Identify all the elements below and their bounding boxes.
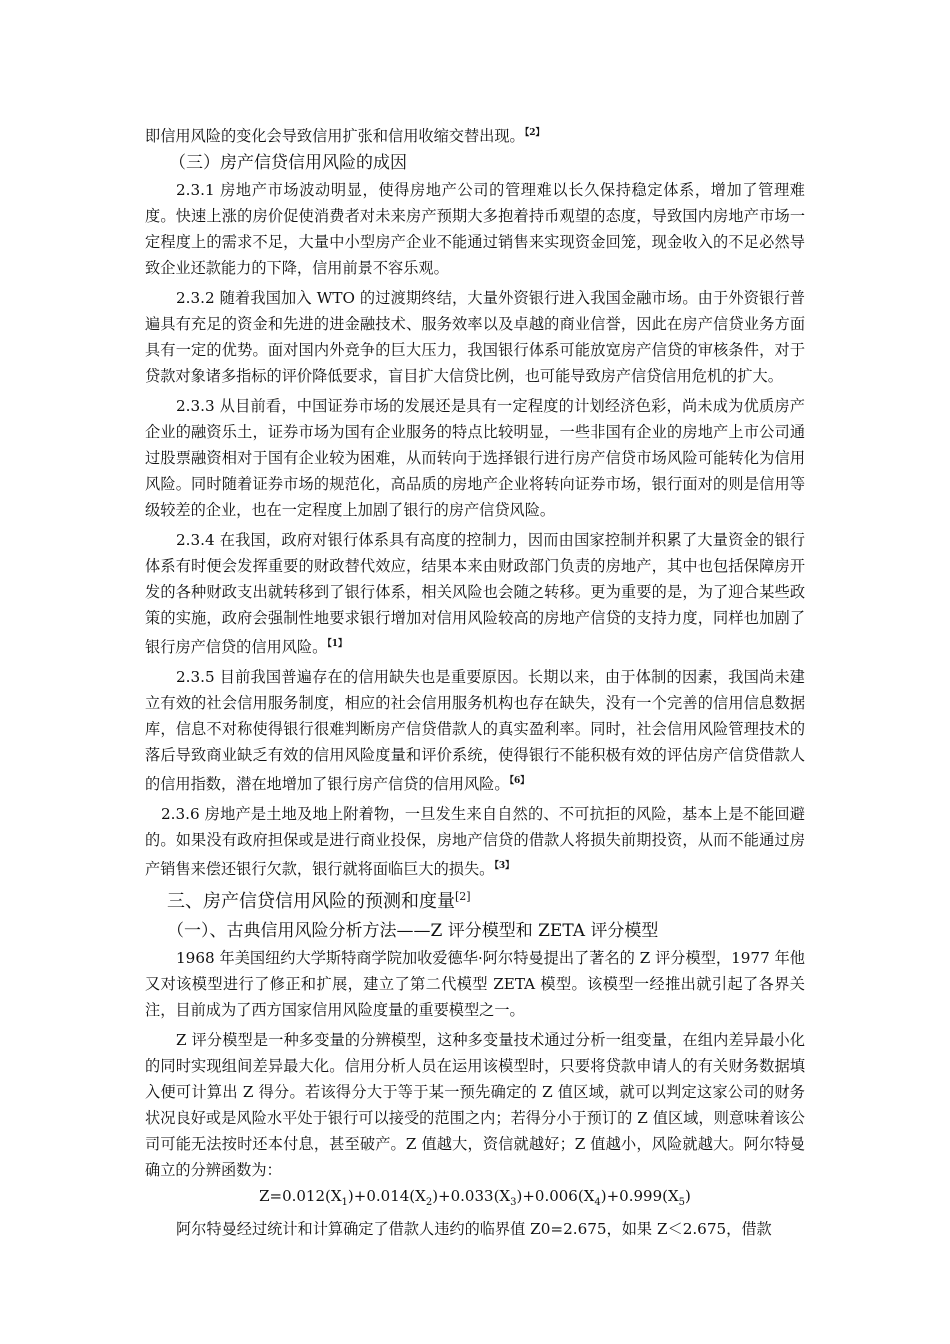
formula-part: )+0.033(X	[432, 1187, 511, 1206]
paragraph-2-3-6	[145, 801, 805, 882]
paragraph-2-3-3: 2.3.3 从目前看，中国证券市场的发展还是具有一定程度的计划经济色彩，尚未成为优质房产企业的融资乐土，证券市场为国有企业服务的特点比较明显，一些非国有企业的房地产上市公司通过股票融资相对于国有企业较为困难，从而转向于选择银行进行房产信贷市场风险可能转化为信用风险。同时随着证券市场的规范化，高品质的房地产企业将转向证券市场，银行面对的则是信用等级较差的企业，也在一定程度上加剧了银行的房产信贷风险。	[145, 397, 805, 520]
citation-ref: 【1】	[327, 639, 348, 650]
document-page	[145, 120, 805, 1242]
formula-part: )+0.006(X	[516, 1187, 595, 1206]
paragraph-text: 2.3.5 目前我国普遍存在的信用缺失也是重要原因。长期以来，由于体制的因素，我国尚未建立有效的社会信用服务制度，相应的社会信用服务机构也存在缺失，没有一个完善的信用信息数据库，信息不对称使得银行很难判断房产信贷借款人的真实盈利率。同时，社会信用风险管理技术的落后导致商业缺乏有效的信用风险度量和评价系统，使得银行不能积极有效的评估房产信贷借款人的信用指数，潜在地增加了银行房产信贷的信用风险。	[145, 668, 805, 794]
paragraph-z-model: Z 评分模型是一种多变量的分辨模型，这种多变量技术通过分析一组变量，在组内差异最小化的同时实现组间差异最大化。信用分析人员在运用该模型时，只要将贷款申请人的有关财务数据填入便可计算出 Z 得分。若该得分大于等于某一预先确定的 Z 值区域，就可以判定这家公司的财务状况良好或是风险水平处于银行可以接受的范围之内；若得分小于预订的 Z 值区域，则意味着该公司可能无法按时还本付息，甚至破产。Z 值越大，资信就越好；Z 值越小，风险就越大。阿尔特曼确立的分辨函数为：	[145, 1031, 805, 1180]
paragraph-2-3-1: 2.3.1 房地产市场波动明显，使得房地产公司的管理难以长久保持稳定体系，增加了管理难度。快速上涨的房价促使消费者对未来房产预期大多抱着持币观望的态度，导致国内房地产市场一定程度上的需求不足，大量中小型房产企业不能通过销售来实现资金回笼，现金收入的不足必然导致企业还款能力的下降，信用前景不容乐观。	[145, 181, 805, 278]
formula-subscript: 4	[594, 1197, 601, 1209]
formula-part: Z=0.012(X	[259, 1187, 342, 1206]
citation-ref: [2]	[455, 890, 471, 904]
paragraph-threshold: 阿尔特曼经过统计和计算确定了借款人违约的临界值 Z0=2.675，如果 Z＜2.675，借款	[176, 1220, 772, 1239]
formula-subscript: 1	[341, 1197, 348, 1209]
section-heading-text: 三、房产信贷信用风险的预测和度量	[167, 891, 455, 913]
formula-subscript: 5	[678, 1197, 686, 1209]
formula-subscript: 2	[425, 1197, 433, 1209]
formula-part: )+0.014(X	[347, 1187, 426, 1206]
citation-ref: 【2】	[524, 128, 545, 138]
paragraph-continuation	[145, 120, 805, 149]
subsection-heading-zmodel: （一）、古典信用风险分析方法——Z 评分模型和 ZETA 评分模型	[167, 921, 659, 942]
paragraph-2-3-2: 2.3.2 随着我国加入 WTO 的过渡期终结，大量外资银行进入我国金融市场。由于外资银行普遍具有充足的资金和先进的进金融技术、服务效率以及卓越的商业信誉，因此在房产信贷业务方面具有一定的优势。面对国内外竞争的巨大压力，我国银行体系可能放宽房产信贷的审核条件，对于贷款对象诸多指标的评价降低要求，盲目扩大信贷比例，也可能导致房产信贷信用危机的扩大。	[145, 289, 805, 386]
citation-ref: 【6】	[509, 776, 530, 787]
formula-part: )	[685, 1187, 691, 1206]
paragraph-1968: 1968 年美国纽约大学斯特商学院加收爱德华·阿尔特曼提出了著名的 Z 评分模型，1977 年他又对该模型进行了修正和扩展，建立了第二代模型 ZETA 模型。该模型一经推出就引起了各界关注，目前成为了西方国家信用风险度量的重要模型之一。	[145, 949, 805, 1020]
z-score-formula	[145, 1183, 805, 1216]
paragraph-2-3-4	[145, 527, 805, 660]
citation-ref: 【3】	[494, 861, 515, 872]
paragraph-text: 2.3.6 房地产是土地及地上附着物，一旦发生来自自然的、不可抗拒的风险，基本上是不能回避的。如果没有政府担保或是进行商业投保，房地产信贷的借款人将损失前期投资，从而不能通过房产销售来偿还银行欠款，银行就将面临巨大的损失。	[145, 805, 805, 879]
paragraph-text: 即信用风险的变化会导致信用扩张和信用收缩交替出现。	[145, 127, 525, 146]
formula-part: )+0.999(X	[600, 1187, 679, 1206]
formula-subscript: 3	[510, 1197, 517, 1209]
section-heading-3	[167, 882, 805, 917]
paragraph-2-3-5	[145, 664, 805, 797]
paragraph-text: 2.3.4 在我国，政府对银行体系具有高度的控制力，因而由国家控制并积累了大量资金的银行体系有时便会发挥重要的财政替代效应，结果本来由财政部门负责的房地产，其中也包括保障房开发的各种财政支出就转移到了银行体系，相关风险也会随之转移。更为重要的是，为了迎合某些政策的实施，政府会强制性地要求银行增加对信用风险较高的房地产信贷的支持力度，同样也加剧了银行房产信贷的信用风险。	[145, 531, 805, 657]
subsection-heading-causes: （三）房产信贷信用风险的成因	[169, 153, 407, 174]
